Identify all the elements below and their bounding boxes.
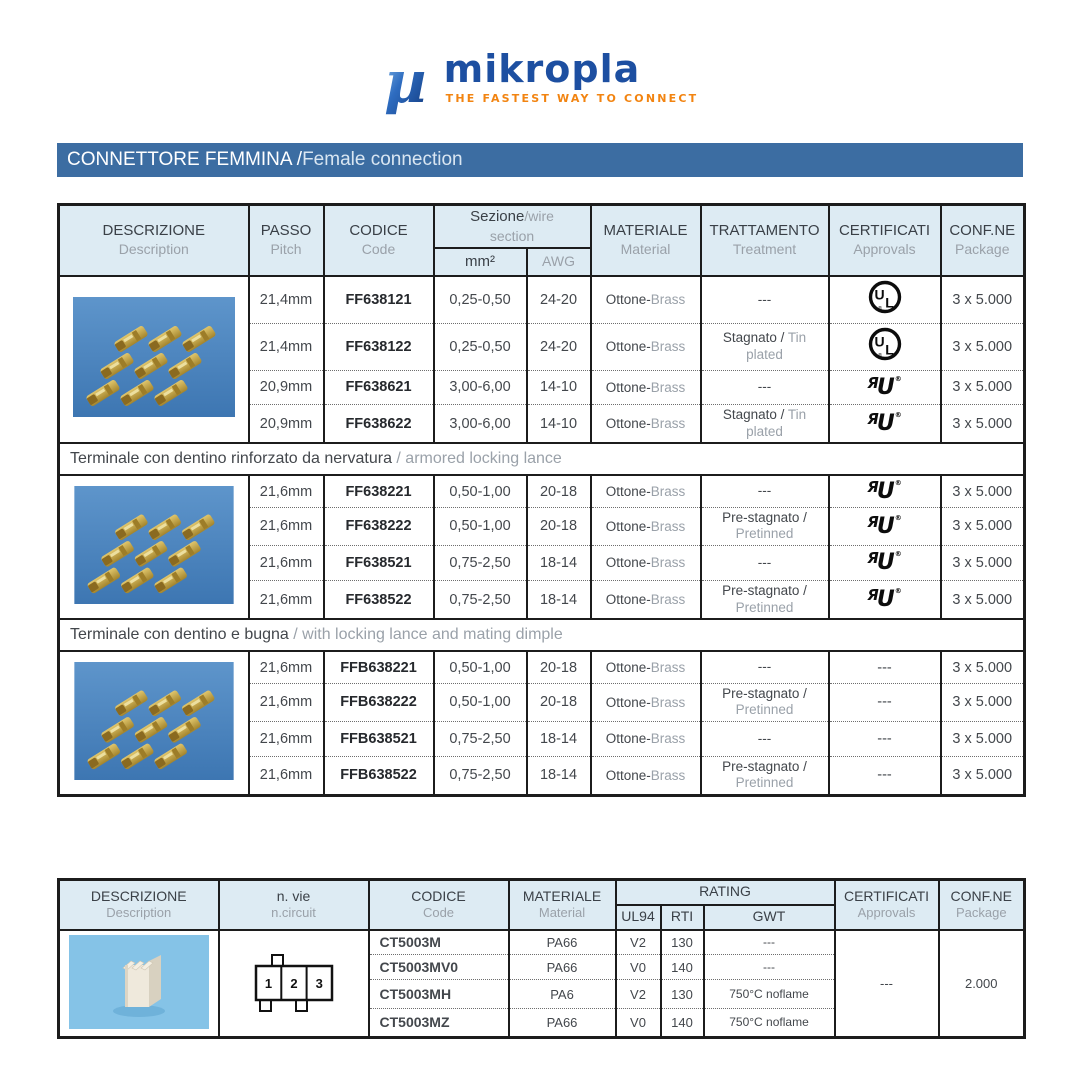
mu-logo-icon [382, 50, 434, 122]
pitch-cell: 21,6mm [249, 545, 324, 580]
cert-cell: --- [829, 721, 941, 756]
svg-text:L: L [884, 294, 894, 311]
treatment-cell: Pre-stagnato / Pretinned [701, 683, 829, 721]
pitch-cell: 20,9mm [249, 370, 324, 404]
col-header-description: DESCRIZIONE Description [59, 880, 219, 930]
cert-cell: --- [829, 756, 941, 795]
material-cell: Ottone-Brass [591, 580, 701, 619]
mm2-cell: 0,25-0,50 [434, 276, 527, 324]
code-cell: FF638622 [324, 404, 434, 443]
mm2-cell: 3,00-6,00 [434, 404, 527, 443]
material-cell: Ottone-Brass [591, 545, 701, 580]
material-cell: Ottone-Brass [591, 475, 701, 507]
code-cell: FFB638522 [324, 756, 434, 795]
rti-cell: 140 [661, 955, 704, 980]
ul-listed-icon [865, 326, 905, 368]
package-cell: 3 x 5.000 [941, 580, 1025, 619]
package-cell: 3 x 5.000 [941, 721, 1025, 756]
table-row [59, 930, 1025, 955]
svg-text:3: 3 [315, 975, 323, 991]
gwt-cell: --- [704, 955, 835, 980]
ul-recognized-icon: ЯU® [867, 549, 902, 576]
treatment-cell: Pre-stagnato / Pretinned [701, 580, 829, 619]
package-cell: 3 x 5.000 [941, 475, 1025, 507]
svg-text:L: L [884, 341, 894, 358]
treatment-cell: Pre-stagnato / Pretinned [701, 507, 829, 545]
material-cell: PA66 [509, 1009, 616, 1037]
code-cell: CT5003MV0 [369, 955, 509, 980]
cert-cell: --- [829, 683, 941, 721]
mm2-cell: 3,00-6,00 [434, 370, 527, 404]
col-header-approvals: CERTIFICATI Approvals [829, 205, 941, 276]
treatment-cell: --- [701, 475, 829, 507]
brand-tagline: THE FASTEST WAY TO CONNECT [445, 91, 699, 105]
pitch-cell: 21,6mm [249, 475, 324, 507]
col-header-package: CONF.NE Package [939, 880, 1025, 930]
cert-cell [829, 404, 941, 443]
product-photo-cell [59, 475, 249, 619]
cert-cell [829, 276, 941, 324]
package-cell: 3 x 5.000 [941, 683, 1025, 721]
col-header-pitch: PASSO Pitch [249, 205, 324, 276]
awg-cell: 18-14 [527, 721, 591, 756]
pitch-cell: 20,9mm [249, 404, 324, 443]
terminals-photo [73, 486, 235, 604]
svg-text:®: ® [877, 305, 882, 312]
awg-cell: 24-20 [527, 323, 591, 370]
section-header-row [59, 619, 1025, 651]
product-photo-cell [59, 276, 249, 444]
svg-text:U: U [873, 333, 885, 350]
code-cell: FF638122 [324, 323, 434, 370]
treatment-cell: --- [701, 721, 829, 756]
mm2-cell: 0,50-1,00 [434, 475, 527, 507]
awg-cell: 20-18 [527, 507, 591, 545]
col-header-circuits: n. vie n.circuit [219, 880, 369, 930]
package-cell: 3 x 5.000 [941, 545, 1025, 580]
svg-text:1: 1 [264, 975, 272, 991]
section-title: Terminale con dentino e bugna / with locking lance and mating dimple [59, 619, 1025, 651]
page-title-it: CONNETTORE FEMMINA / [67, 149, 303, 170]
pitch-cell: 21,4mm [249, 323, 324, 370]
col-header-treatment: TRATTAMENTO Treatment [701, 205, 829, 276]
rti-cell: 130 [661, 980, 704, 1009]
ul-recognized-icon: ЯU® [867, 478, 902, 505]
material-cell: PA66 [509, 955, 616, 980]
material-cell: Ottone-Brass [591, 370, 701, 404]
col-header-code: CODICE Code [324, 205, 434, 276]
cert-cell [829, 507, 941, 545]
section-header-row [59, 443, 1025, 475]
cert-cell [829, 475, 941, 507]
brand-name: mikropla [443, 47, 641, 91]
cert-cell [829, 323, 941, 370]
code-cell: FFB638222 [324, 683, 434, 721]
mm2-cell: 0,75-2,50 [434, 580, 527, 619]
col-header-gwt: GWT [704, 905, 835, 930]
table-row [59, 276, 1025, 324]
package-cell: 3 x 5.000 [941, 651, 1025, 683]
col-header-rating: RATING [616, 880, 835, 905]
ul-recognized-icon: ЯU® [867, 586, 902, 613]
col-header-mm2: mm² [434, 248, 527, 276]
col-header-material: MATERIALE Material [509, 880, 616, 930]
gwt-cell: 750°C noflame [704, 980, 835, 1009]
mm2-cell: 0,50-1,00 [434, 683, 527, 721]
material-cell: Ottone-Brass [591, 721, 701, 756]
ul-recognized-icon: ЯU® [867, 512, 902, 539]
table-row [59, 651, 1025, 683]
cert-cell: --- [829, 651, 941, 683]
page-title-en: Female connection [302, 149, 463, 170]
code-cell: FF638121 [324, 276, 434, 324]
material-cell: Ottone-Brass [591, 507, 701, 545]
code-cell: FFB638221 [324, 651, 434, 683]
table-row [59, 475, 1025, 507]
svg-text:µ: µ [383, 50, 427, 116]
housings-table [57, 878, 1026, 1039]
ul94-cell: V2 [616, 980, 661, 1009]
circuit-diagram [234, 942, 354, 1022]
treatment-cell: Stagnato / Tin plated [701, 404, 829, 443]
col-header-rti: RTI [661, 905, 704, 930]
ul94-cell: V2 [616, 930, 661, 955]
treatment-cell: --- [701, 545, 829, 580]
material-cell: Ottone-Brass [591, 651, 701, 683]
mm2-cell: 0,75-2,50 [434, 721, 527, 756]
col-header-awg: AWG [527, 248, 591, 276]
product-photo-cell [59, 651, 249, 795]
pitch-cell: 21,6mm [249, 651, 324, 683]
pitch-cell: 21,6mm [249, 683, 324, 721]
code-cell: FF638222 [324, 507, 434, 545]
material-cell: PA66 [509, 930, 616, 955]
rti-cell: 130 [661, 930, 704, 955]
awg-cell: 20-18 [527, 651, 591, 683]
terminals-photo [73, 297, 235, 417]
awg-cell: 18-14 [527, 545, 591, 580]
ul-listed-icon [865, 279, 905, 321]
ul-recognized-icon: ЯU® [867, 410, 902, 437]
col-header-package: CONF.NE Package [941, 205, 1025, 276]
connector-housing-photo [69, 935, 209, 1029]
page-title [57, 143, 1023, 177]
mm2-cell: 0,75-2,50 [434, 545, 527, 580]
package-cell: 3 x 5.000 [941, 507, 1025, 545]
awg-cell: 20-18 [527, 683, 591, 721]
awg-cell: 20-18 [527, 475, 591, 507]
material-cell: Ottone-Brass [591, 323, 701, 370]
awg-cell: 14-10 [527, 370, 591, 404]
pitch-cell: 21,6mm [249, 756, 324, 795]
package-cell: 3 x 5.000 [941, 276, 1025, 324]
cert-cell [829, 580, 941, 619]
circuit-diagram-cell [219, 930, 369, 1038]
code-cell: FFB638521 [324, 721, 434, 756]
cert-cell [829, 370, 941, 404]
treatment-cell: --- [701, 370, 829, 404]
awg-cell: 14-10 [527, 404, 591, 443]
svg-text:2: 2 [289, 975, 298, 991]
col-header-material: MATERIALE Material [591, 205, 701, 276]
mm2-cell: 0,75-2,50 [434, 756, 527, 795]
terminals-table [57, 203, 1026, 797]
rti-cell: 140 [661, 1009, 704, 1037]
ul94-cell: V0 [616, 955, 661, 980]
treatment-cell: Stagnato / Tin plated [701, 323, 829, 370]
pitch-cell: 21,4mm [249, 276, 324, 324]
cert-cell: --- [835, 930, 939, 1038]
col-header-ul94: UL94 [616, 905, 661, 930]
treatment-cell: Pre-stagnato / Pretinned [701, 756, 829, 795]
code-cell: FF638621 [324, 370, 434, 404]
material-cell: Ottone-Brass [591, 404, 701, 443]
pitch-cell: 21,6mm [249, 580, 324, 619]
package-cell: 2.000 [939, 930, 1025, 1038]
cert-cell [829, 545, 941, 580]
awg-cell: 18-14 [527, 756, 591, 795]
col-header-approvals: CERTIFICATI Approvals [835, 880, 939, 930]
code-cell: CT5003MH [369, 980, 509, 1009]
svg-text:®: ® [877, 352, 882, 359]
pitch-cell: 21,6mm [249, 721, 324, 756]
material-cell: Ottone-Brass [591, 276, 701, 324]
gwt-cell: 750°C noflame [704, 1009, 835, 1037]
product-photo-cell [59, 930, 219, 1038]
material-cell: Ottone-Brass [591, 756, 701, 795]
package-cell: 3 x 5.000 [941, 370, 1025, 404]
mm2-cell: 0,50-1,00 [434, 651, 527, 683]
package-cell: 3 x 5.000 [941, 404, 1025, 443]
mm2-cell: 0,50-1,00 [434, 507, 527, 545]
col-header-wire-section: Sezione/wire section [434, 205, 591, 248]
treatment-cell: --- [701, 651, 829, 683]
code-cell: CT5003MZ [369, 1009, 509, 1037]
svg-text:U: U [873, 286, 885, 303]
col-header-description: DESCRIZIONE Description [59, 205, 249, 276]
treatment-cell: --- [701, 276, 829, 324]
material-cell: PA6 [509, 980, 616, 1009]
ul94-cell: V0 [616, 1009, 661, 1037]
brand-logo [0, 47, 1080, 122]
mm2-cell: 0,25-0,50 [434, 323, 527, 370]
package-cell: 3 x 5.000 [941, 756, 1025, 795]
code-cell: FF638221 [324, 475, 434, 507]
material-cell: Ottone-Brass [591, 683, 701, 721]
awg-cell: 24-20 [527, 276, 591, 324]
gwt-cell: --- [704, 930, 835, 955]
terminals-photo [73, 662, 235, 780]
ul-recognized-icon: ЯU® [867, 373, 902, 400]
col-header-code: CODICE Code [369, 880, 509, 930]
awg-cell: 18-14 [527, 580, 591, 619]
section-title: Terminale con dentino rinforzato da nervatura / armored locking lance [59, 443, 1025, 475]
code-cell: CT5003M [369, 930, 509, 955]
code-cell: FF638521 [324, 545, 434, 580]
code-cell: FF638522 [324, 580, 434, 619]
pitch-cell: 21,6mm [249, 507, 324, 545]
package-cell: 3 x 5.000 [941, 323, 1025, 370]
